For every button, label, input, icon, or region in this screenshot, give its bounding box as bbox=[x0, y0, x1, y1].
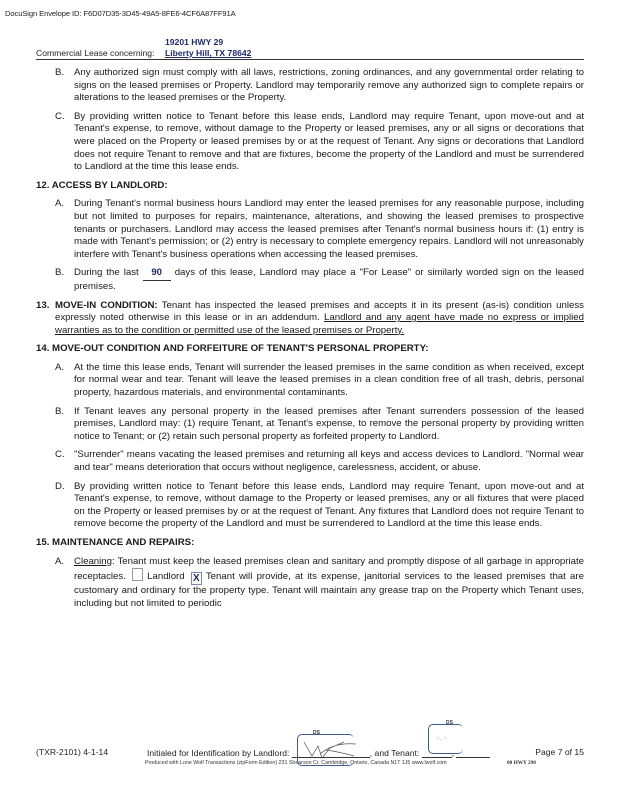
ds-label: DS bbox=[446, 720, 453, 726]
tenant-checkbox[interactable]: X bbox=[191, 572, 202, 585]
tenant-initials-placeholder-icon: ○꜀ ○ bbox=[436, 736, 447, 742]
clause-text-pre: During the last bbox=[74, 267, 139, 279]
section-13 bbox=[36, 300, 584, 338]
file-id: 00 HWY 290 bbox=[507, 760, 536, 766]
clause-letter: C. bbox=[55, 449, 65, 461]
produced-by-notice: Produced with Lone Wolf Transactions (zipForm Edition) 231 Shearson Cr. Cambridge, Ontario, Canada N1T 1J5 www.lwolf.com bbox=[145, 760, 447, 766]
clause-letter: A. bbox=[55, 198, 65, 210]
clause-text: By providing written notice to Tenant before this lease ends, Landlord may require Tenant, upon move-out and at Tenant's expense, to remove, without damage to the Property or leased premises, any or all fixtures that were placed on the Property or leased premises by or at the request of Tenant. Any fixtures that Landlord does not require Tenant to remove become the property of the Landlord and must be surrendered to Landlord at the time this lease ends. bbox=[74, 480, 584, 530]
days-field[interactable]: 90 bbox=[143, 267, 171, 281]
section-15-title: 15. MAINTENANCE AND REPAIRS: bbox=[36, 537, 195, 548]
clause-12b bbox=[36, 267, 584, 293]
signature-scribble-icon bbox=[300, 736, 360, 762]
section-13-text: Tenant has inspected the leased premises and accepts it in its present (as-is) condition unless expressly noted otherwise in this lease or in an addendum. bbox=[55, 299, 584, 324]
ds-label: DS bbox=[313, 730, 320, 736]
clause-12a bbox=[36, 198, 584, 261]
clause-text: At the time this lease ends, Tenant will surrender the leased premises in the same condition as when received, except for normal wear and tear. Tenant will leave the leased premises in a clean condition free of all trash, debris, personal property, hazardous materials, and environmental contaminants. bbox=[74, 361, 584, 399]
initials-separator: , bbox=[451, 748, 455, 758]
clause-letter: A. bbox=[55, 555, 65, 567]
section-13-title: MOVE-IN CONDITION: bbox=[55, 299, 158, 311]
clause-letter: B. bbox=[55, 267, 65, 279]
clause-letter: B. bbox=[55, 405, 65, 417]
page-number: Page 7 of 15 bbox=[535, 747, 584, 757]
docusign-envelope-id: DocuSign Envelope ID: F6D07D35-3D45-49A5-8FE6-4CF6A87FF91A bbox=[5, 9, 236, 18]
clause-text-pre: : Tenant must keep the leased premises clean and sanitary and promptly dispose of all garbage in appropriate receptacles. bbox=[74, 555, 584, 583]
clause-text-post: Tenant will provide, at its expense, janitorial services to the leased premises that are customary and ordinary for the property type. Tenant will maintain any grease trap on the Property which Tenant uses, including but not limited to periodic bbox=[74, 571, 584, 609]
lease-concerning-label: Commercial Lease concerning: bbox=[36, 48, 155, 58]
section-12-title: 12. ACCESS BY LANDLORD: bbox=[36, 179, 168, 191]
property-address-line2: Liberty Hill, TX 78642 bbox=[165, 48, 252, 58]
landlord-checkbox[interactable] bbox=[132, 568, 143, 581]
lease-concerning-line bbox=[36, 48, 584, 60]
clause-letter: B. bbox=[55, 67, 65, 78]
section-number: 13. bbox=[36, 299, 50, 311]
clause-text: If Tenant leaves any personal property in the leased premises after Tenant surrenders possession of the leased premises, Landlord may: (1) require Tenant, at Tenant's expense, to remove the personal property by providing written notice to Tenant; or (2) retain such personal property as forfeited property to Landlord. bbox=[74, 405, 584, 442]
clause-11c bbox=[36, 111, 584, 174]
form-id: (TXR-2101) 4-1-14 bbox=[36, 747, 109, 757]
clause-letter: C. bbox=[55, 110, 65, 122]
clause-letter: A. bbox=[55, 361, 65, 373]
clause-letter: D. bbox=[55, 480, 65, 492]
section-13-underlined: Landlord and any agent have made no express or implied warranties as to the condition or permitted use of the leased premises or Property. bbox=[55, 312, 584, 336]
landlord-option-label: Landlord bbox=[147, 571, 185, 583]
property-address-line1: 19201 HWY 29 bbox=[165, 37, 224, 47]
section-14-title: 14. MOVE-OUT CONDITION AND FORFEITURE OF TENANT'S PERSONAL PROPERTY: bbox=[36, 343, 429, 355]
document-body bbox=[36, 67, 584, 616]
tenant-initials-label: , and Tenant: bbox=[369, 748, 420, 758]
clause-text: Any authorized sign must comply with all laws, restrictions, zoning ordinances, and any governmental order relating to signs on the leased premises or Property. Landlord may temporarily remove any authorized sign to complete repairs or alterations to the leased premises or the Property. bbox=[74, 67, 584, 104]
clause-text: By providing written notice to Tenant before this lease ends, Landlord may require Tenant, upon move-out and at Tenant's expense, to remove, without damage to the Property or leased premises, any or all signs or decorations that were placed on the Property or leased premises by or at the request of Tenant. Any signs or decorations that Landlord does not require Tenant to remove and that are fixtures, become the property of the Landlord and must be surrendered to Landlord at the time this lease ends. bbox=[74, 110, 584, 173]
clause-15a bbox=[36, 556, 584, 611]
clause-14d bbox=[36, 481, 584, 531]
clause-text: "Surrender" means vacating the leased premises and returning all keys and access devices to Landlord. "Normal wear and tear" means deterioration that occurs without negligence, carelessness, accident, or abuse. bbox=[74, 449, 584, 474]
clause-14c bbox=[36, 449, 584, 474]
clause-14a bbox=[36, 362, 584, 400]
clause-text-post: days of this lease, Landlord may place a "For Lease" or similarly worded sign on the leased premises. bbox=[74, 267, 584, 292]
clause-text: During Tenant's normal business hours Landlord may enter the leased premises for any reasonable purpose, including but not limited to purposes for repairs, maintenance, alterations, and showing the leased premises to prospective tenants or purchasers. Landlord may access the leased premises after Tenant's normal business hours if: (1) entry is made with Tenant's permission; or (2) entry is necessary to complete emergency repairs. Landlord will not unreasonably interfere with Tenant's business operations when accessing the leased premises. bbox=[74, 198, 584, 260]
landlord-initials-label: Initialed for Identification by Landlord: bbox=[147, 748, 290, 758]
clause-11b bbox=[36, 67, 584, 105]
cleaning-label: Cleaning bbox=[74, 555, 112, 567]
clause-14b bbox=[36, 406, 584, 444]
